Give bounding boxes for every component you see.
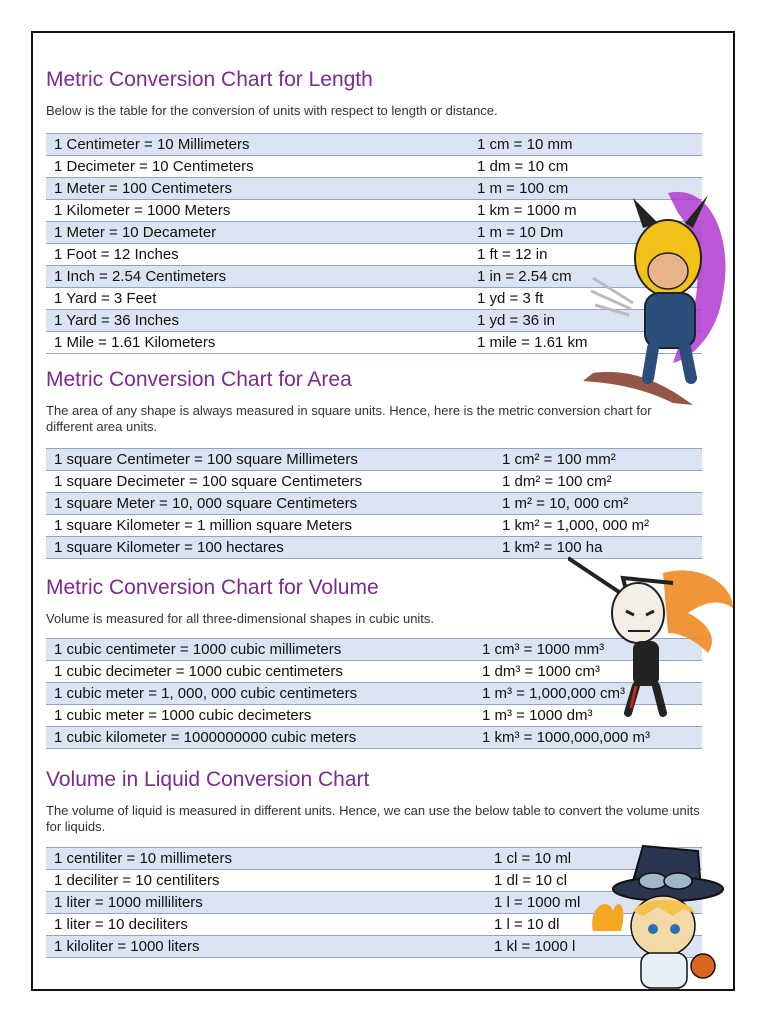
table-row [46,449,702,471]
conversion-formula-cell: 1 km² = 100 ha [494,537,702,559]
section-length [46,67,702,351]
section-title: Metric Conversion Chart for Area [46,368,352,391]
conversion-description-cell: 1 square Kilometer = 1 million square Meters [46,515,494,537]
conversion-formula-cell: 1 km = 1000 m [469,200,702,222]
section-title: Volume in Liquid Conversion Chart [46,768,370,791]
section-description: The area of any shape is always measured in square units. Hence, here is the metric conversion chart for different area units. [46,403,652,434]
chibi-clawed-hero-illustration [573,183,733,408]
conversion-description-cell: 1 Foot = 12 Inches [46,244,469,266]
conversion-description-cell: 1 liter = 1000 milliliters [46,892,486,914]
conversion-formula-cell: 1 km² = 1,000, 000 m² [494,515,702,537]
conversion-description-cell: 1 Yard = 36 Inches [46,310,469,332]
conversion-description-cell: 1 square Kilometer = 100 hectares [46,537,494,559]
conversion-description-cell: 1 Inch = 2.54 Centimeters [46,266,469,288]
section-description: Below is the table for the conversion of units with respect to length or distance. [46,103,498,118]
conversion-formula-cell: 1 dm² = 100 cm² [494,471,702,493]
conversion-formula-cell: 1 dm = 10 cm [469,156,702,178]
chibi-masked-figure-illustration [568,553,738,718]
conversion-description-cell: 1 Decimeter = 10 Centimeters [46,156,469,178]
conversion-description-cell: 1 square Meter = 10, 000 square Centimeters [46,493,494,515]
conversion-description-cell: 1 Yard = 3 Feet [46,288,469,310]
conversion-description-cell: 1 Kilometer = 1000 Meters [46,200,469,222]
conversion-description-cell: 1 deciliter = 10 centiliters [46,870,486,892]
section-title: Metric Conversion Chart for Length [46,68,373,91]
conversion-formula-cell: 1 m³ = 1000 dm³ [474,705,702,727]
conversion-description-cell: 1 kiloliter = 1000 liters [46,936,486,958]
conversion-description-cell: 1 cubic meter = 1, 000, 000 cubic centimeters [46,683,474,705]
conversion-description-cell: 1 cubic kilometer = 1000000000 cubic meters [46,727,474,749]
conversion-formula-cell: 1 yd = 3 ft [469,288,702,310]
table-row [46,727,702,749]
document-page [31,31,735,991]
conversion-formula-cell: 1 l = 10 dl [486,914,702,936]
conversion-formula-cell: 1 m³ = 1,000,000 cm³ [474,683,702,705]
conversion-formula-cell: 1 m = 100 cm [469,178,702,200]
conversion-formula-cell: 1 cm³ = 1000 mm³ [474,639,702,661]
conversion-formula-cell: 1 l = 1000 ml [486,892,702,914]
table-row [46,134,702,156]
conversion-formula-cell: 1 in = 2.54 cm [469,266,702,288]
conversion-description-cell: 1 centiliter = 10 millimeters [46,848,486,870]
section-description: Volume is measured for all three-dimensional shapes in cubic units. [46,611,435,626]
conversion-description-cell: 1 cubic decimeter = 1000 cubic centimeters [46,661,474,683]
conversion-description-cell: 1 cubic centimeter = 1000 cubic millimeters [46,639,474,661]
table-row [46,515,702,537]
conversion-description-cell: 1 liter = 10 deciliters [46,914,486,936]
conversion-formula-cell: 1 m² = 10, 000 cm² [494,493,702,515]
conversion-formula-cell: 1 mile = 1.61 km [469,332,702,354]
conversion-formula-cell: 1 ft = 12 in [469,244,702,266]
conversion-table [46,448,702,559]
conversion-formula-cell: 1 dm³ = 1000 cm³ [474,661,702,683]
table-row [46,471,702,493]
conversion-description-cell: 1 square Centimeter = 100 square Millimeters [46,449,494,471]
conversion-formula-cell: 1 kl = 1000 l [486,936,702,958]
conversion-description-cell: 1 Centimeter = 10 Millimeters [46,134,469,156]
conversion-formula-cell: 1 cm = 10 mm [469,134,702,156]
conversion-formula-cell: 1 cl = 10 ml [486,848,702,870]
table-row [46,156,702,178]
section-liquid [46,767,702,955]
table-row [46,493,702,515]
chibi-top-hat-character-illustration [583,841,733,991]
section-title: Metric Conversion Chart for Volume [46,576,379,599]
conversion-description-cell: 1 Meter = 100 Centimeters [46,178,469,200]
conversion-description-cell: 1 Mile = 1.61 Kilometers [46,332,469,354]
conversion-formula-cell: 1 cm² = 100 mm² [494,449,702,471]
conversion-description-cell: 1 Meter = 10 Decameter [46,222,469,244]
conversion-formula-cell: 1 km³ = 1000,000,000 m³ [474,727,702,749]
conversion-description-cell: 1 cubic meter = 1000 cubic decimeters [46,705,474,727]
conversion-formula-cell: 1 m = 10 Dm [469,222,702,244]
conversion-description-cell: 1 square Decimeter = 100 square Centimeters [46,471,494,493]
conversion-formula-cell: 1 yd = 36 in [469,310,702,332]
conversion-formula-cell: 1 dl = 10 cl [486,870,702,892]
section-description: The volume of liquid is measured in different units. Hence, we can use the below table to convert the volume units for liquids. [46,803,700,834]
